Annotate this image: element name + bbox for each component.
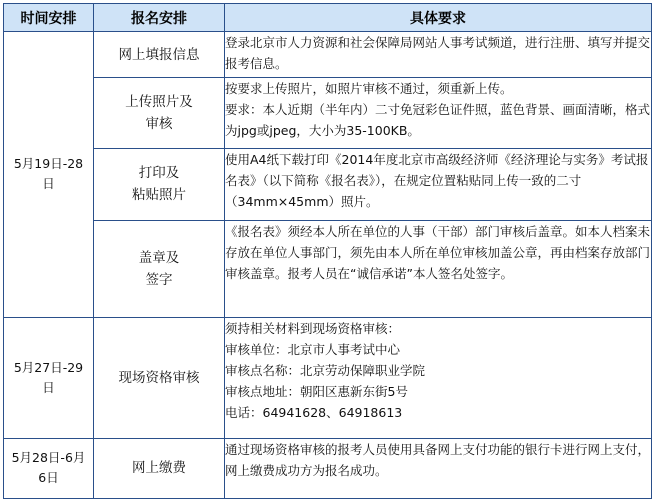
time-cell xyxy=(4,317,94,438)
requirement-text: 使用A4纸下载打印《2014年度北京市高级经济师《经济理论与实务》考试报名表》（以下简称《报名表》），在规定位置粘贴同上传一致的二寸（34mm×45mm）照片。 xyxy=(225,151,649,209)
header-item: 报名安排 xyxy=(94,4,225,32)
header-requirements: 具体要求 xyxy=(225,4,652,32)
requirement-text: 须持相关材料到现场资格审核： xyxy=(225,320,401,336)
requirement-cell xyxy=(225,317,652,438)
item-cell xyxy=(94,32,225,78)
requirement-cell xyxy=(225,221,652,318)
time-line: 5月27日-29 xyxy=(13,359,84,375)
item-label: 网上缴费 xyxy=(132,460,186,477)
time-line: 5月19日-28 xyxy=(13,156,84,172)
requirement-text: 《报名表》须经本人所在单位的人事（干部）部门审核后盖章。如本人档案未存放在单位人事部门，须先由本人所在单位审核加盖公章，再由档案存放部门审核盖章。报考人员在“诚信承诺”本人签名处签字。 xyxy=(225,224,651,282)
table-row xyxy=(4,148,652,220)
table-row xyxy=(4,438,652,498)
requirement-text: 审核点名称：北京劳动保障职业学院 xyxy=(225,362,426,378)
table-row xyxy=(4,221,652,318)
table-row xyxy=(4,32,652,78)
time-line: 日 xyxy=(42,379,55,395)
item-label: 签字 xyxy=(145,271,173,288)
table-row xyxy=(4,317,652,438)
requirement-text: 审核单位：北京市人事考试中心 xyxy=(225,341,401,357)
item-cell xyxy=(94,438,225,498)
requirement-text: 要求：本人近期（半年内）二寸免冠彩色证件照，蓝色背景、画面清晰，格式为jpg或jpeg，大小为35-100KB。 xyxy=(225,102,651,139)
time-line: 日 xyxy=(42,176,55,192)
requirement-text: 按要求上传照片，如照片审核不通过，须重新上传。 xyxy=(225,81,513,97)
header-time: 时间安排 xyxy=(4,4,94,32)
item-cell xyxy=(94,78,225,148)
item-label: 审核 xyxy=(145,116,173,133)
item-cell xyxy=(94,221,225,318)
table-row xyxy=(4,78,652,148)
requirement-text: 通过现场资格审核的报考人员使用具备网上支付功能的银行卡进行网上支付，网上缴费成功方为报名成功。 xyxy=(225,441,651,478)
requirement-text: 登录北京市人力资源和社会保障局网站人事考试频道，进行注册、填写并提交报考信息。 xyxy=(225,35,651,71)
requirement-cell xyxy=(225,78,652,148)
item-label: 粘贴照片 xyxy=(132,187,186,204)
requirement-cell xyxy=(225,32,652,78)
requirement-text: 审核点地址：朝阳区惠新东街5号 xyxy=(225,383,408,399)
item-label: 上传照片及 xyxy=(125,94,193,111)
item-label: 网上填报信息 xyxy=(118,46,200,63)
time-line: 6日 xyxy=(38,470,59,486)
item-label: 盖章及 xyxy=(138,249,180,266)
requirement-cell xyxy=(225,438,652,498)
item-label: 现场资格审核 xyxy=(118,369,200,386)
item-cell xyxy=(94,148,225,220)
header-row xyxy=(4,4,652,32)
item-label: 打印及 xyxy=(138,165,180,182)
registration-schedule-table xyxy=(3,3,652,499)
time-cell xyxy=(4,438,94,498)
time-cell xyxy=(4,32,94,318)
time-line: 5月28日-6月 xyxy=(11,450,86,466)
requirement-text: 电话：64941628、64918613 xyxy=(225,404,403,420)
item-cell xyxy=(94,317,225,438)
requirement-cell xyxy=(225,148,652,220)
